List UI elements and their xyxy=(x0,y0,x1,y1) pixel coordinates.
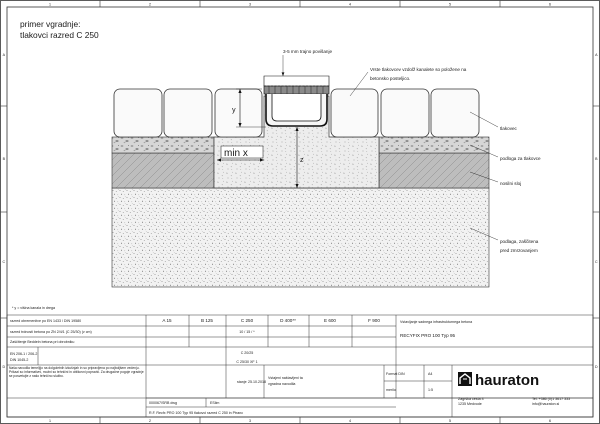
frame-row-label: B xyxy=(595,157,598,161)
frame-column-label: 1 xyxy=(49,419,51,423)
title-note-1: Vstajeni naštavljeni ta xyxy=(268,376,303,380)
frame-row-label: B xyxy=(2,157,6,161)
frame-column-label: 4 xyxy=(349,419,351,423)
settlement-note: 3-5 mm trajno povišanje xyxy=(283,49,333,54)
load-class: B 125 xyxy=(200,318,214,323)
subgrade-layer xyxy=(112,188,489,287)
title-description: Vstavljanje sadnega infrastrukturnega betona xyxy=(400,320,473,324)
cross-section xyxy=(112,76,489,287)
bedding-layer-right xyxy=(379,137,489,153)
label-paver-bedding: podloga za tlakovce xyxy=(500,156,541,161)
base-layer-right xyxy=(379,153,489,188)
frame-column-label: 4 xyxy=(349,2,351,7)
frame-row-label: A xyxy=(595,53,598,57)
load-class: E 600 xyxy=(323,318,337,323)
table-value-concrete-class: C 20/25 xyxy=(240,351,254,355)
frame-column-label: 6 xyxy=(549,2,551,7)
company-name: hauraton xyxy=(475,372,540,389)
frame-column-label: 3 xyxy=(249,419,251,423)
frame-column-label: 2 xyxy=(149,2,151,7)
bedding-layer-left xyxy=(112,137,214,153)
load-class: A 15 xyxy=(162,318,172,323)
label-base-layer: nosilni sloj xyxy=(500,181,522,186)
header-line-1: primer vgradnje: xyxy=(20,19,81,29)
company-email: info@hauraton.si xyxy=(532,402,560,406)
table-value-exposure: C 25/30 XF 1 xyxy=(236,360,258,364)
dimension-min-x: min x xyxy=(224,148,248,159)
edge-note-line-1: Vrste tlakovcev vzdolž kanalete so položene na xyxy=(370,67,467,72)
base-layer-left xyxy=(112,153,214,188)
table-row-code: DIN 1045-2 xyxy=(10,358,29,362)
frame-column-label: 2 xyxy=(149,419,151,423)
frame-column-label: 1 xyxy=(49,2,51,7)
edge-note-line-2: betonsko posteljico. xyxy=(370,76,411,81)
company-address-1: Zagrška cesta 4 xyxy=(458,397,484,401)
paver xyxy=(215,89,262,137)
load-class: C 250 xyxy=(240,318,254,323)
disclaimer-text: Naša navodila temeljijo na dolgoletnih izkušnjah in so pripravljena po najboljšem vedenju. Prikazi so informativni, možni so tehnični in oblikovni popravki. Za drugačne pogoje vgradnje se posvetujte z našo tehnično službo. xyxy=(9,366,144,379)
scale-label: merilo xyxy=(386,388,396,392)
drawing-number: 000067/SRB dwg xyxy=(149,401,177,405)
table-row-label: razred trdnosti betona po ZN 2/4/1 (C 25/30) (v cm) xyxy=(10,330,92,334)
table-row-label: razred obremenitve po EN 1433 / DIN 19580 xyxy=(10,319,82,323)
dimension-y: y xyxy=(232,105,236,114)
frame-row-label: C xyxy=(594,260,598,264)
paver xyxy=(331,89,378,137)
title-note-2: vgradna navodila xyxy=(268,382,296,386)
paver xyxy=(164,89,212,137)
company-phone: Tel. +386 (0)1 3617 333 xyxy=(532,397,571,401)
footnote: * y = višina kanala in drega xyxy=(12,306,56,310)
table-text xyxy=(9,318,472,415)
status-label: stanje xyxy=(237,380,247,384)
frame-column-label: 6 xyxy=(549,419,551,423)
frame-column-label: 3 xyxy=(249,2,251,7)
table-row-code: EN 206-1 / 206-2 xyxy=(10,352,38,356)
drainage-channel xyxy=(264,86,329,126)
hauraton-logo xyxy=(458,372,539,389)
drawing-footer: R.F. Recfx PRO 100 Typ 95 tlakovci razred C 250 in Ptranc xyxy=(149,411,244,415)
dimension-z: z xyxy=(300,155,304,164)
title-product: RECYFIX PRO 100 Typ 95 xyxy=(400,333,456,338)
load-class: F 900 xyxy=(368,318,380,323)
frame-column-label: 5 xyxy=(449,2,451,7)
header-line-2: tlakovci razred C 250 xyxy=(20,30,99,40)
format-value: A4 xyxy=(428,372,433,376)
format-label: Format DIN xyxy=(386,372,405,376)
label-subgrade-line-1: podlaga, zaščitena xyxy=(500,239,539,244)
company-block xyxy=(458,372,570,406)
scale-value: 1:5 xyxy=(428,388,433,392)
table-value-concrete: 10 / 15 / * xyxy=(239,330,255,334)
frame-row-label: D xyxy=(594,365,598,369)
load-class: D 400** xyxy=(280,318,296,323)
label-subgrade-line-2: pred zmrzovanjem xyxy=(500,248,538,253)
paver xyxy=(114,89,162,137)
frame-column-label: 5 xyxy=(449,419,451,423)
frame-row-label: D xyxy=(2,365,6,369)
drawing-author: ESlim xyxy=(210,401,220,405)
company-address-2: 1235 Medvode xyxy=(458,402,482,406)
status-date: 25.10.2018 xyxy=(248,380,266,384)
channel-grate xyxy=(264,86,329,94)
paver xyxy=(381,89,429,137)
label-pavers: tlakovec xyxy=(500,126,517,131)
frame-row-label: C xyxy=(2,260,6,264)
frame-row-label: A xyxy=(2,53,6,57)
table-row-label: Zaščitenje Beddeln betona pri obrobniku xyxy=(10,340,75,344)
